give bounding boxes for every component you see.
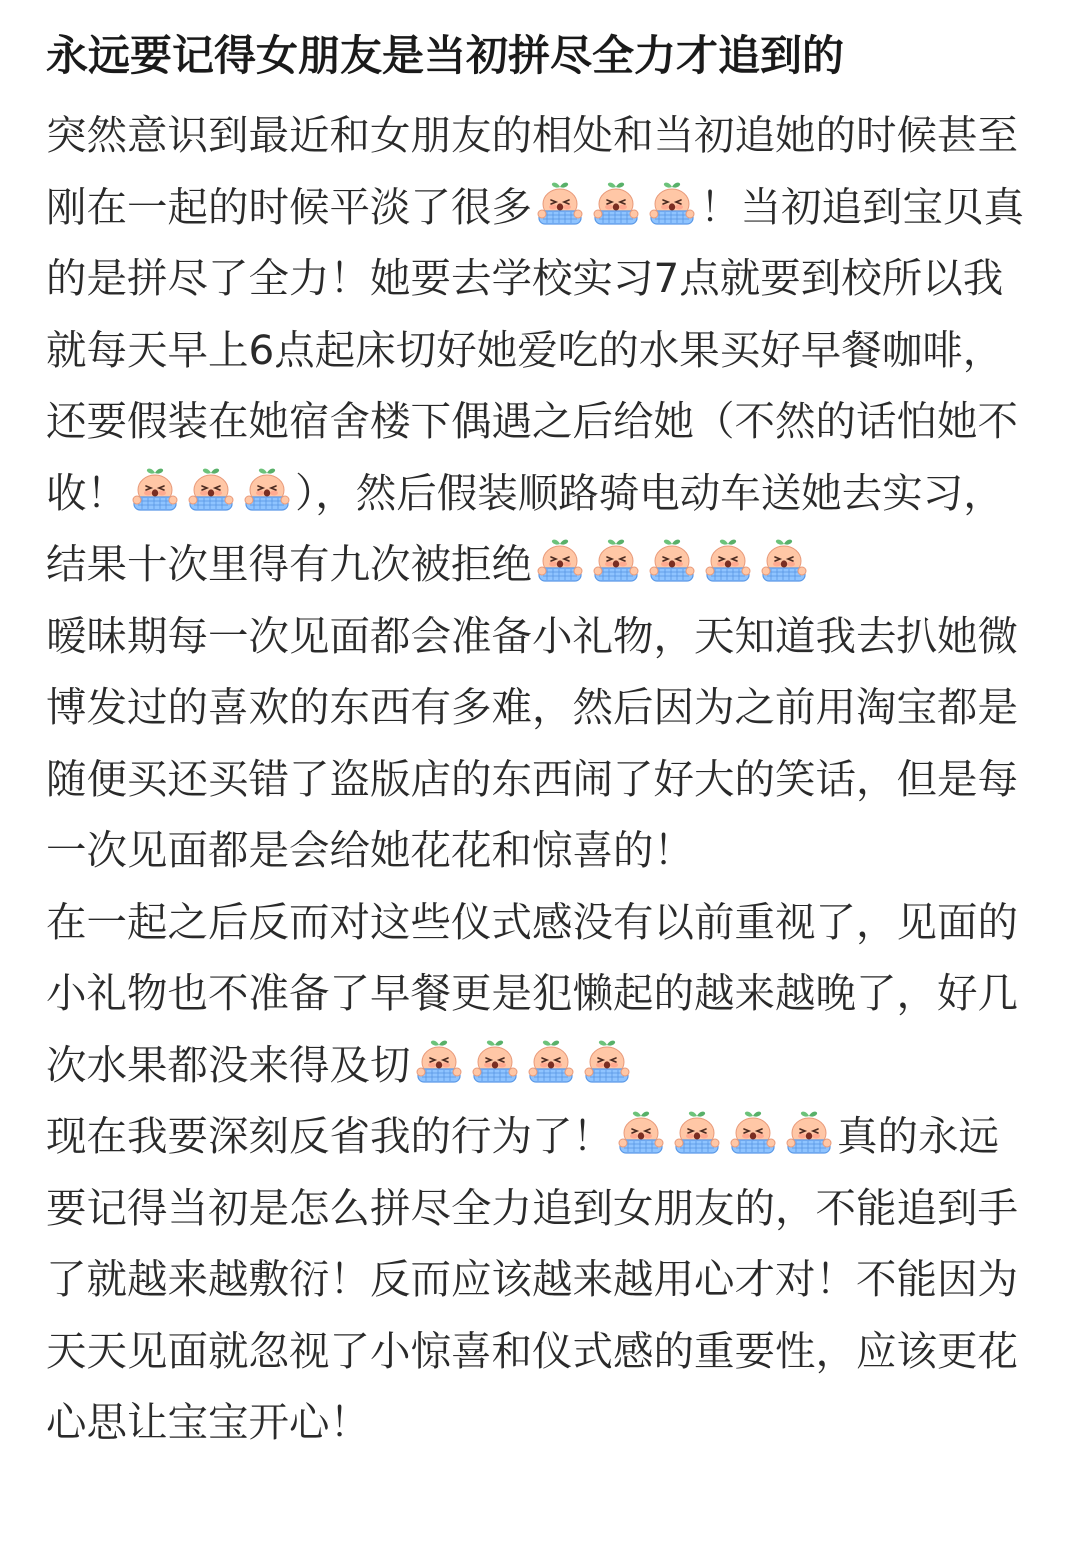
text-run: 现在我要深刻反省我的行为了！ bbox=[46, 1112, 613, 1160]
crying-peach-emoji bbox=[580, 1039, 634, 1085]
crying-peach-emoji bbox=[589, 538, 643, 584]
text-run: ），然后假装顺路骑电动车送她去实习，结果十次里得有九次被拒绝 bbox=[46, 468, 1004, 588]
text-run: ！当初追到宝贝真的是拼尽了全力！她要去学校实习7点就要到校所以我就每天早上6点起床切好她爱吃的水果买好早餐咖啡，还要假装在她宿舍楼下偶遇之后给她（不然的话怕她不收！ bbox=[46, 182, 1024, 517]
crying-peach-emoji bbox=[757, 538, 811, 584]
crying-peach-emoji bbox=[412, 1039, 466, 1085]
crying-peach-emoji bbox=[589, 181, 643, 227]
crying-peach-emoji bbox=[645, 181, 699, 227]
paragraph-1 bbox=[46, 100, 1034, 601]
crying-peach-emoji bbox=[645, 538, 699, 584]
crying-peach-emoji bbox=[670, 1110, 724, 1156]
text-run: 突然意识到最近和女朋友的相处和当初追她的时候甚至刚在一起的时候平淡了很多 bbox=[46, 111, 1018, 231]
post-title: 永远要记得女朋友是当初拼尽全力才追到的 bbox=[46, 31, 845, 80]
crying-peach-emoji bbox=[782, 1110, 836, 1156]
crying-peach-emoji bbox=[524, 1039, 578, 1085]
text-run: 在一起之后反而对这些仪式感没有以前重视了，见面的小礼物也不准备了早餐更是犯懒起的越来越晚了，好几次水果都没来得及切 bbox=[46, 897, 1018, 1089]
crying-peach-emoji bbox=[184, 467, 238, 513]
text-run: 暧昧期每一次见面都会准备小礼物，天知道我去扒她微博发过的喜欢的东西有多难，然后因为之前用淘宝都是随便买还买错了盗版店的东西闹了好大的笑话，但是每一次见面都是会给她花花和惊喜的！ bbox=[46, 611, 1018, 874]
crying-peach-emoji bbox=[533, 538, 587, 584]
crying-peach-emoji bbox=[533, 181, 587, 227]
text-run: 真的永远要记得当初是怎么拼尽全力追到女朋友的，不能追到手了就越来越敷衍！反而应该越来越用心才对！不能因为天天见面就忽视了小惊喜和仪式感的重要性，应该更花心思让宝宝开心！ bbox=[46, 1112, 1018, 1446]
paragraph-3 bbox=[46, 887, 1034, 1102]
crying-peach-emoji bbox=[726, 1110, 780, 1156]
crying-peach-emoji bbox=[614, 1110, 668, 1156]
crying-peach-emoji bbox=[701, 538, 755, 584]
crying-peach-emoji bbox=[468, 1039, 522, 1085]
crying-peach-emoji bbox=[240, 467, 294, 513]
paragraph-2 bbox=[46, 601, 1034, 887]
crying-peach-emoji bbox=[128, 467, 182, 513]
paragraph-4 bbox=[46, 1101, 1034, 1459]
post-body bbox=[46, 100, 1034, 1459]
